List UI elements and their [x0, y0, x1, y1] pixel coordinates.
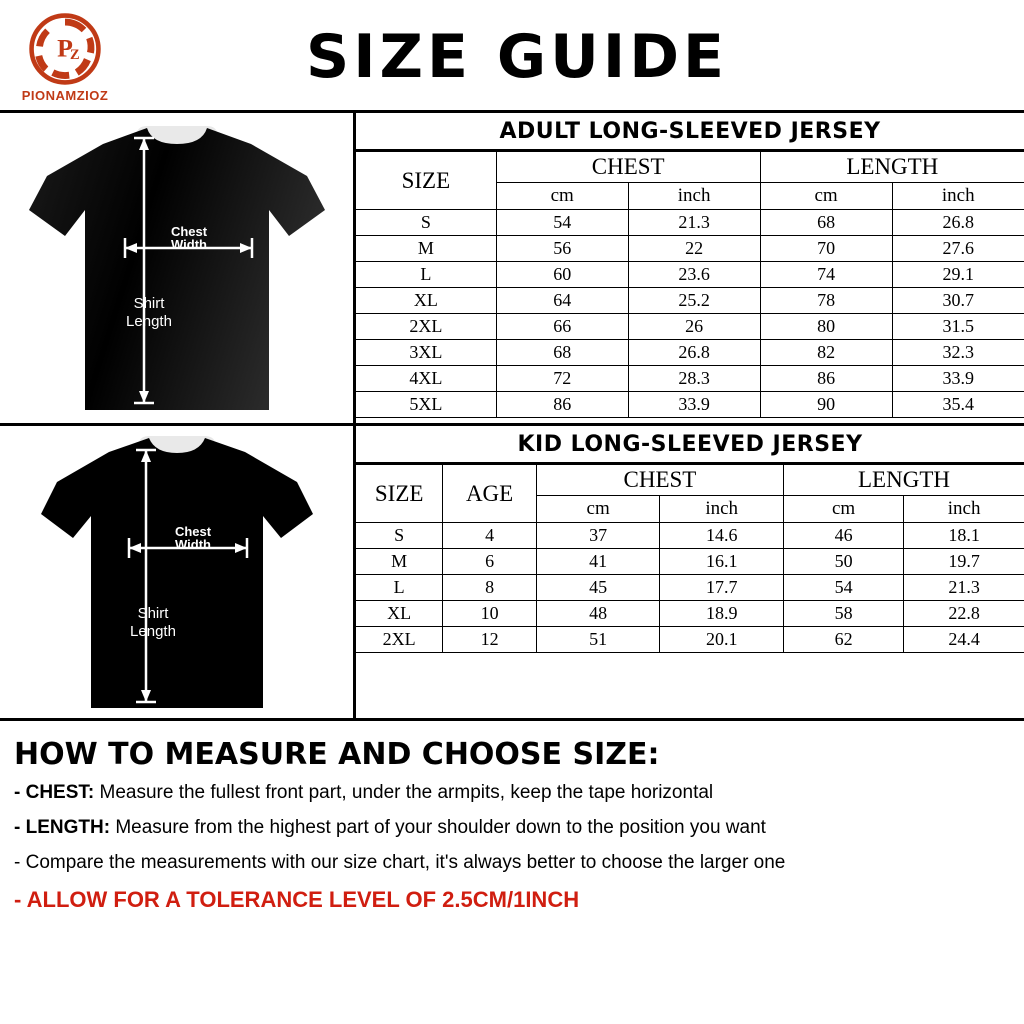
how-to-measure-heading: HOW TO MEASURE AND CHOOSE SIZE:	[14, 737, 660, 772]
note-chest	[14, 782, 1010, 804]
chest-width-label-2: Width	[174, 536, 211, 552]
cell-length-inch: 29.1	[892, 262, 1024, 288]
cell-chest-cm: 68	[496, 340, 628, 366]
cell-size: S	[356, 523, 443, 549]
kid-size-table-wrap	[356, 426, 1024, 718]
kid-section	[0, 426, 1024, 718]
note-compare-text: - Compare the measurements with our size chart, it's always better to choose the larger one	[14, 851, 786, 873]
cell-length-cm: 46	[784, 523, 904, 549]
cell-chest-inch: 17.7	[660, 575, 784, 601]
adult-shirt-illustration	[0, 113, 356, 423]
shirt-length-label-1: Shirt	[137, 604, 168, 622]
chest-width-label-1: Chest	[170, 224, 207, 239]
cell-chest-inch: 26	[628, 314, 760, 340]
cell-size: XL	[356, 288, 496, 314]
svg-text:P: P	[57, 33, 73, 63]
svg-text:Z: Z	[70, 46, 80, 63]
cell-length-inch: 27.6	[892, 236, 1024, 262]
note-chest-lead: - CHEST:	[14, 782, 95, 803]
cell-size: M	[356, 236, 496, 262]
col-length-inch: inch	[904, 496, 1024, 523]
table-row	[356, 392, 1024, 418]
col-chest-inch: inch	[660, 496, 784, 523]
cell-chest-cm: 66	[496, 314, 628, 340]
cell-size: 4XL	[356, 366, 496, 392]
cell-chest-cm: 60	[496, 262, 628, 288]
cell-size: L	[356, 262, 496, 288]
cell-chest-inch: 25.2	[628, 288, 760, 314]
cell-length-cm: 50	[784, 549, 904, 575]
cell-length-inch: 35.4	[892, 392, 1024, 418]
table-row	[356, 523, 1024, 549]
col-chest: CHEST	[496, 152, 760, 183]
cell-size: S	[356, 210, 496, 236]
cell-length-cm: 82	[760, 340, 892, 366]
cell-chest-cm: 86	[496, 392, 628, 418]
table-row	[356, 288, 1024, 314]
cell-chest-inch: 23.6	[628, 262, 760, 288]
col-size: SIZE	[356, 465, 443, 523]
col-length-inch: inch	[892, 183, 1024, 210]
size-guide-body	[0, 110, 1024, 721]
table-row	[356, 210, 1024, 236]
cell-chest-inch: 33.9	[628, 392, 760, 418]
cell-size: 2XL	[356, 314, 496, 340]
cell-length-inch: 21.3	[904, 575, 1024, 601]
note-tolerance	[14, 887, 1010, 912]
cell-chest-cm: 64	[496, 288, 628, 314]
table-row	[356, 549, 1024, 575]
how-to-measure-section	[0, 721, 1024, 912]
shirt-length-label-1: Shirt	[133, 295, 164, 312]
note-tolerance-text: - ALLOW FOR A TOLERANCE LEVEL OF 2.5CM/1INCH	[14, 886, 580, 912]
cell-length-cm: 80	[760, 314, 892, 340]
cell-chest-cm: 37	[536, 523, 660, 549]
cell-chest-cm: 72	[496, 366, 628, 392]
kid-table-title: KID LONG-SLEEVED JERSEY	[356, 426, 1024, 464]
cell-chest-inch: 26.8	[628, 340, 760, 366]
cell-size: 3XL	[356, 340, 496, 366]
col-size: SIZE	[356, 152, 496, 210]
cell-length-inch: 19.7	[904, 549, 1024, 575]
adult-size-table-wrap	[356, 113, 1024, 423]
cell-chest-cm: 54	[496, 210, 628, 236]
cell-chest-cm: 48	[536, 601, 660, 627]
cell-age: 8	[443, 575, 537, 601]
cell-size: L	[356, 575, 443, 601]
cell-size: 5XL	[356, 392, 496, 418]
cell-length-cm: 58	[784, 601, 904, 627]
page-title: SIZE GUIDE	[305, 22, 728, 92]
cell-chest-cm: 51	[536, 627, 660, 653]
cell-length-inch: 31.5	[892, 314, 1024, 340]
cell-size: M	[356, 549, 443, 575]
col-chest-cm: cm	[536, 496, 660, 523]
cell-age: 6	[443, 549, 537, 575]
cell-length-cm: 78	[760, 288, 892, 314]
col-age: AGE	[443, 465, 537, 523]
logo-gear-icon	[27, 11, 103, 87]
cell-size: 2XL	[356, 627, 443, 653]
cell-chest-inch: 22	[628, 236, 760, 262]
cell-chest-inch: 21.3	[628, 210, 760, 236]
table-row	[356, 340, 1024, 366]
cell-size: XL	[356, 601, 443, 627]
cell-chest-inch: 14.6	[660, 523, 784, 549]
cell-length-inch: 22.8	[904, 601, 1024, 627]
table-row	[356, 262, 1024, 288]
cell-length-inch: 30.7	[892, 288, 1024, 314]
cell-length-inch: 24.4	[904, 627, 1024, 653]
table-row	[356, 601, 1024, 627]
table-row	[356, 627, 1024, 653]
cell-length-cm: 74	[760, 262, 892, 288]
cell-length-cm: 86	[760, 366, 892, 392]
cell-length-inch: 33.9	[892, 366, 1024, 392]
table-row	[356, 236, 1024, 262]
table-row	[356, 314, 1024, 340]
col-length: LENGTH	[784, 465, 1024, 496]
kid-size-table	[356, 464, 1024, 653]
cell-length-cm: 68	[760, 210, 892, 236]
note-chest-text: Measure the fullest front part, under the armpits, keep the tape horizontal	[94, 782, 714, 803]
col-length-cm: cm	[784, 496, 904, 523]
cell-chest-cm: 56	[496, 236, 628, 262]
note-length-text: Measure from the highest part of your shoulder down to the position you want	[110, 816, 766, 838]
chest-width-label-1: Chest	[174, 523, 211, 539]
brand-name: PIONAMZIOZ	[21, 88, 109, 103]
cell-chest-cm: 45	[536, 575, 660, 601]
table-row	[356, 575, 1024, 601]
cell-age: 10	[443, 601, 537, 627]
cell-chest-inch: 28.3	[628, 366, 760, 392]
page-header	[0, 0, 1024, 110]
note-length-lead: - LENGTH:	[14, 816, 111, 838]
cell-chest-inch: 18.9	[660, 601, 784, 627]
cell-age: 4	[443, 523, 537, 549]
chest-width-label-2: Width	[170, 237, 207, 252]
brand-logo	[0, 0, 130, 110]
cell-length-cm: 70	[760, 236, 892, 262]
cell-chest-inch: 16.1	[660, 549, 784, 575]
cell-chest-cm: 41	[536, 549, 660, 575]
adult-table-title: ADULT LONG-SLEEVED JERSEY	[356, 113, 1024, 151]
note-length	[14, 817, 1010, 839]
table-row	[356, 366, 1024, 392]
cell-chest-inch: 20.1	[660, 627, 784, 653]
cell-length-inch: 32.3	[892, 340, 1024, 366]
col-length-cm: cm	[760, 183, 892, 210]
adult-size-table	[356, 151, 1024, 418]
shirt-length-label-2: Length	[129, 622, 176, 640]
shirt-length-label-2: Length	[125, 313, 172, 330]
cell-length-cm: 54	[784, 575, 904, 601]
cell-length-inch: 18.1	[904, 523, 1024, 549]
note-compare	[14, 852, 1010, 874]
col-chest: CHEST	[536, 465, 783, 496]
col-length: LENGTH	[760, 152, 1024, 183]
cell-length-inch: 26.8	[892, 210, 1024, 236]
cell-length-cm: 62	[784, 627, 904, 653]
cell-length-cm: 90	[760, 392, 892, 418]
kid-shirt-illustration	[0, 426, 356, 718]
col-chest-inch: inch	[628, 183, 760, 210]
cell-age: 12	[443, 627, 537, 653]
col-chest-cm: cm	[496, 183, 628, 210]
adult-section	[0, 113, 1024, 426]
